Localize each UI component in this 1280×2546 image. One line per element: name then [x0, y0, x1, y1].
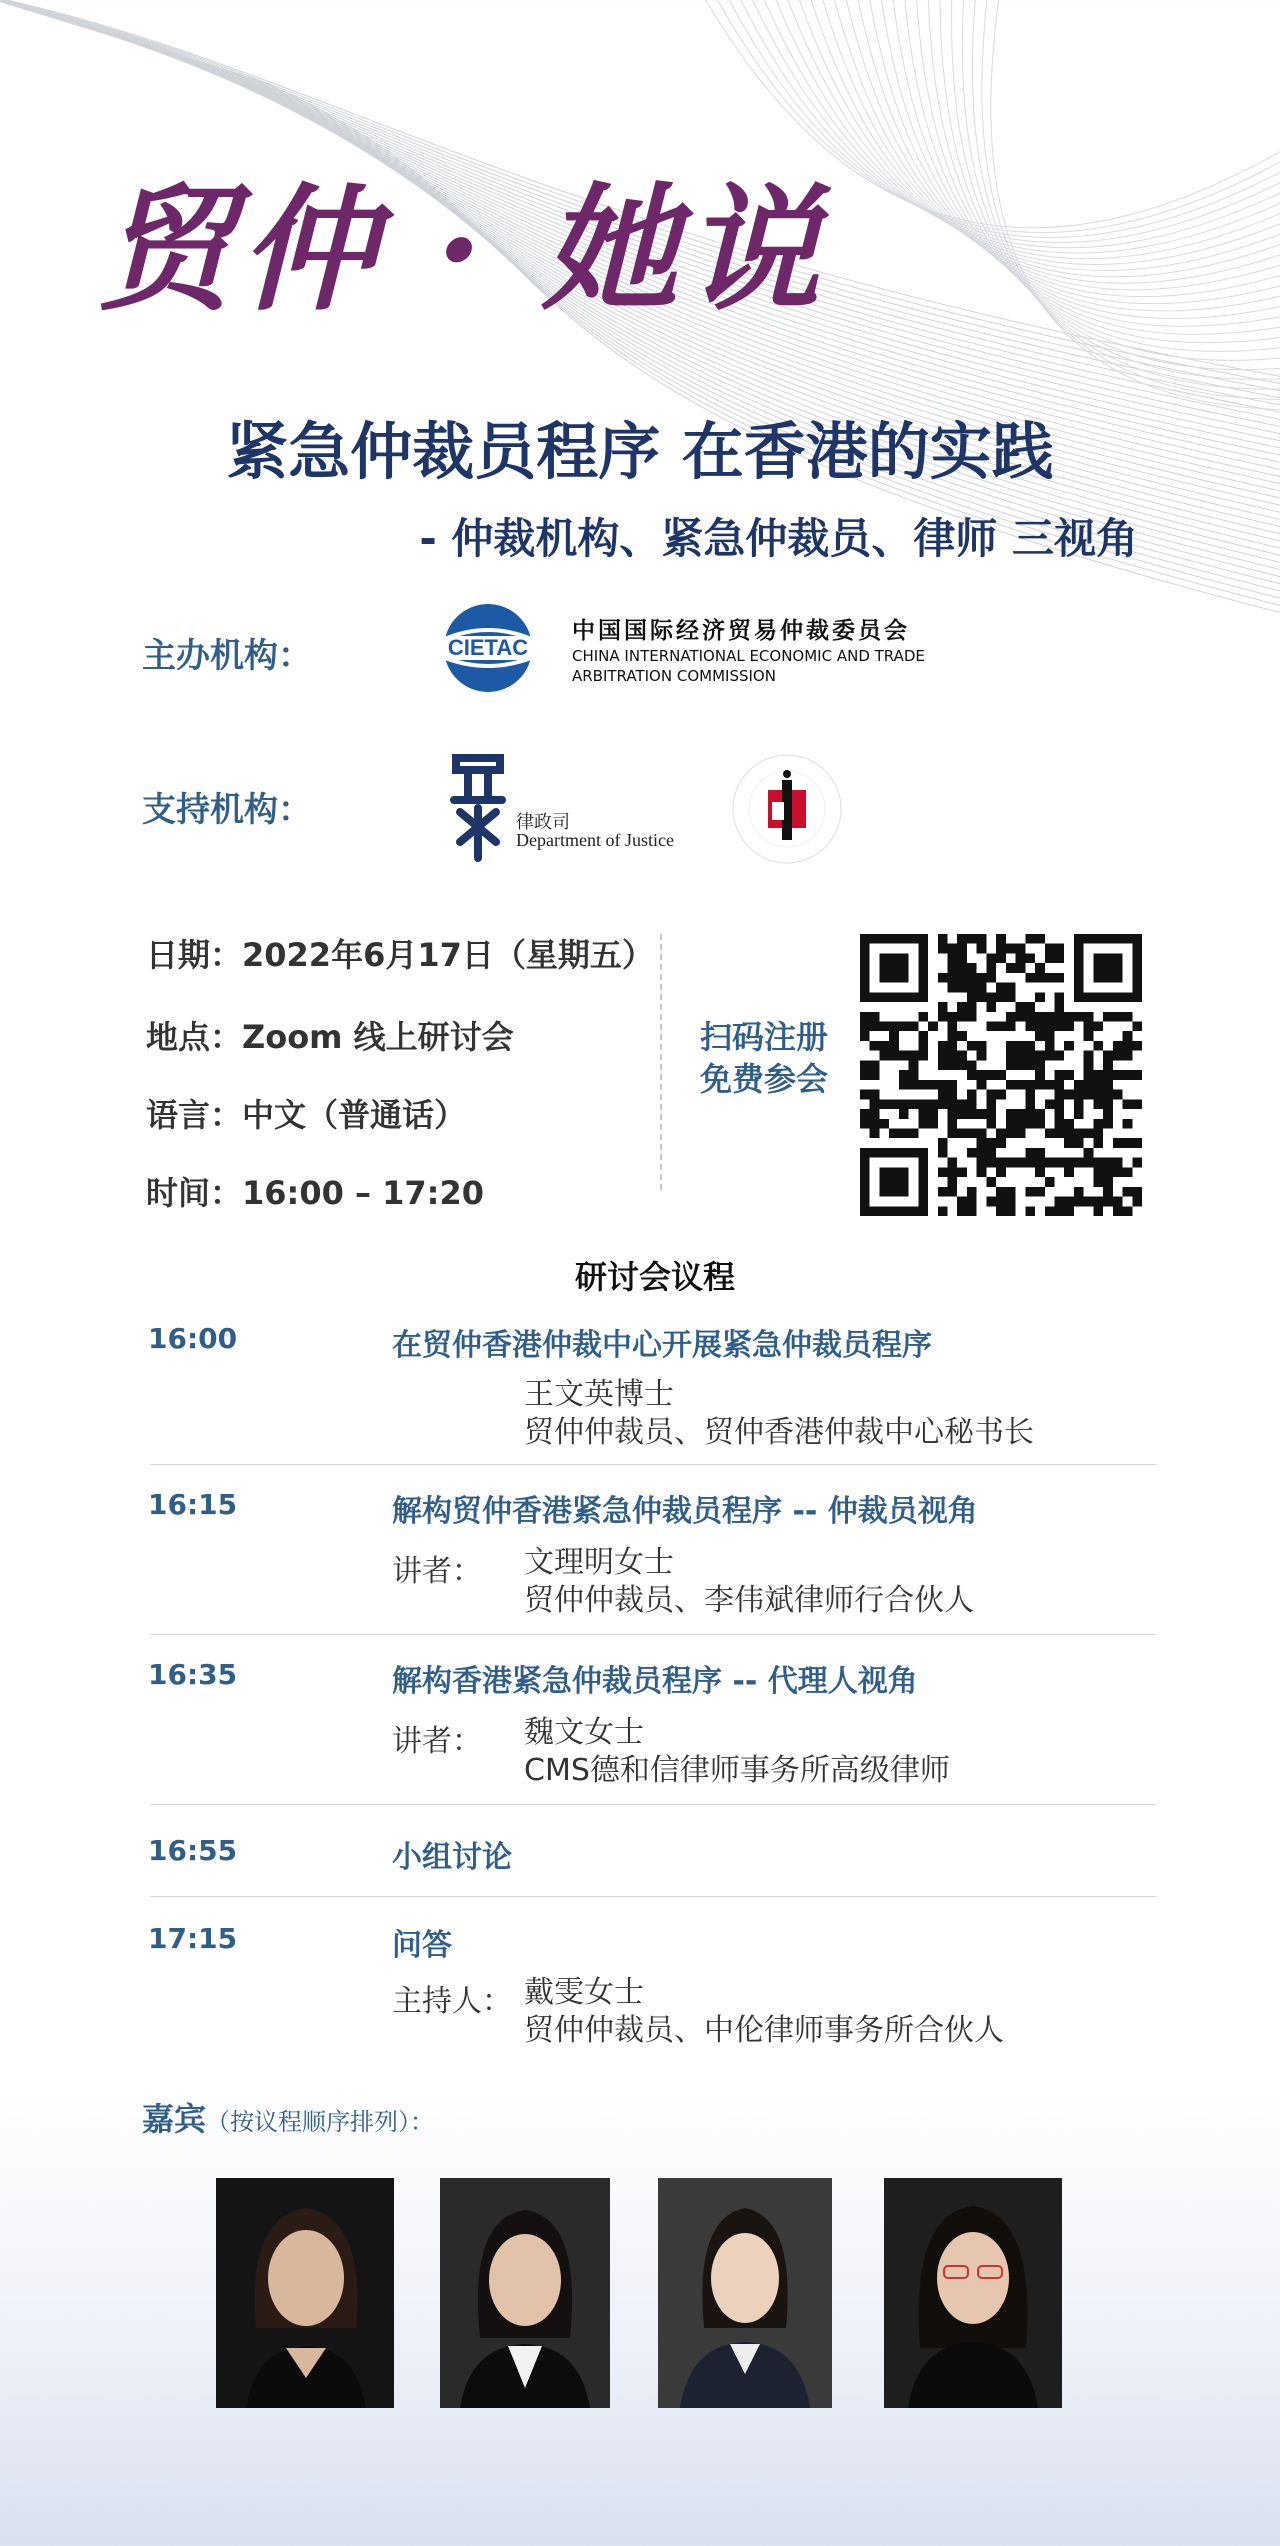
svg-text:CIETAC: CIETAC: [447, 635, 529, 660]
agenda-topic: 小组讨论: [392, 1840, 512, 1875]
agenda-heading: 研讨会议程: [574, 1258, 735, 1296]
speaker-title: 贸仲仲裁员、贸仲香港仲裁中心秘书长: [524, 1415, 1034, 1450]
doj-seal-icon: [448, 752, 508, 862]
guests-heading: 嘉宾（按议程顺序排列）：: [142, 2100, 435, 2138]
agenda-divider: [150, 1464, 1156, 1465]
speaker-name: 王文英博士: [524, 1377, 674, 1412]
agenda-time: 16:15: [148, 1488, 238, 1521]
event-language: 语言：中文（普通话）: [146, 1096, 467, 1134]
event-date: 日期：2022年6月17日（星期五）: [146, 936, 654, 974]
speaker-name: 魏文女士: [524, 1715, 644, 1750]
event-subtitle: - 仲裁机构、紧急仲裁员、律师 三视角: [419, 514, 1138, 563]
speaker-title: 贸仲仲裁员、中伦律师事务所合伙人: [524, 2013, 1004, 2048]
doj-name-cn: 律政司: [516, 812, 570, 832]
guest-photo: [658, 2178, 832, 2408]
register-prompt: 扫码注册 免费参会: [700, 1018, 829, 1098]
speaker-role: 讲者：: [392, 1724, 482, 1759]
agenda-time: 17:15: [148, 1922, 238, 1955]
event-time: 时间：16:00 – 17:20: [146, 1174, 485, 1212]
agenda-divider: [150, 1634, 1156, 1635]
agenda-divider: [150, 1896, 1156, 1897]
brand-title: 贸仲 · 她说: [98, 170, 827, 330]
host-label: 主办机构：: [142, 636, 312, 676]
cietac-logo-icon: [437, 600, 539, 696]
guest-photo: [216, 2178, 394, 2408]
host-name-en: CHINA INTERNATIONAL ECONOMIC AND TRADE ARBITRATION COMMISSION: [572, 647, 925, 685]
agenda-topic: 解构香港紧急仲裁员程序 -- 代理人视角: [392, 1664, 918, 1699]
support-label: 支持机构：: [142, 790, 312, 830]
divider: [660, 934, 662, 1190]
agenda-topic: 解构贸仲香港紧急仲裁员程序 -- 仲裁员视角: [392, 1494, 978, 1529]
agenda-time: 16:55: [148, 1834, 238, 1867]
agenda-topic: 问答: [392, 1928, 452, 1963]
agenda-topic: 在贸仲香港仲裁中心开展紧急仲裁员程序: [392, 1328, 932, 1363]
doj-name-en: Department of Justice: [516, 830, 674, 850]
agenda-time: 16:00: [148, 1322, 238, 1355]
event-venue: 地点：Zoom 线上研讨会: [146, 1018, 514, 1056]
agenda-time: 16:35: [148, 1658, 238, 1691]
speaker-title: CMS德和信律师事务所高级律师: [524, 1753, 950, 1788]
speaker-name: 文理明女士: [524, 1545, 674, 1580]
speaker-role: 讲者：: [392, 1554, 482, 1589]
hkiac-logo-icon: [728, 750, 846, 868]
event-title: 紧急仲裁员程序 在香港的实践: [226, 415, 1054, 488]
guest-photo: [884, 2178, 1062, 2408]
speaker-name: 戴雯女士: [524, 1975, 644, 2010]
host-name-cn: 中国国际经济贸易仲裁委员会: [572, 618, 910, 644]
agenda-divider: [150, 1804, 1156, 1805]
registration-qr-code[interactable]: [860, 934, 1142, 1216]
speaker-role: 主持人：: [392, 1984, 512, 2019]
speaker-title: 贸仲仲裁员、李伟斌律师行合伙人: [524, 1583, 974, 1618]
guest-photo: [440, 2178, 610, 2408]
